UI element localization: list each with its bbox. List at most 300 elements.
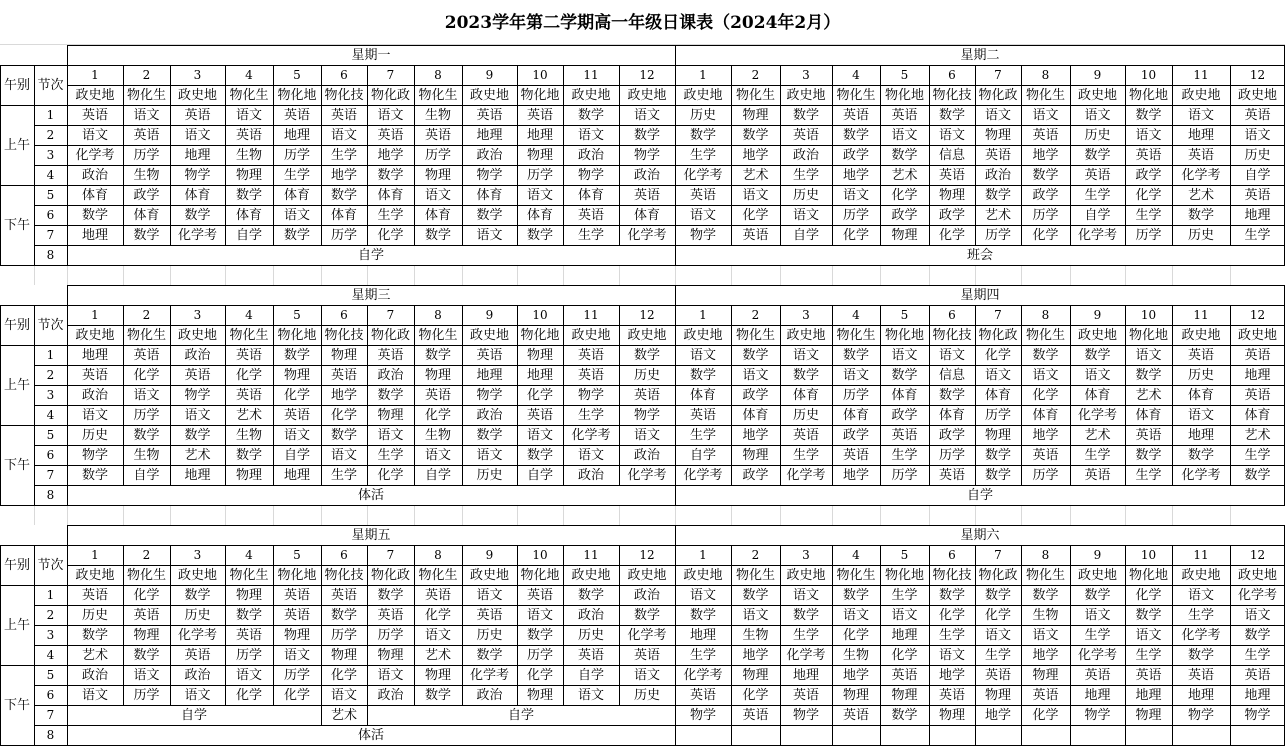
class-number: 10	[532, 68, 548, 82]
lesson-cell: 物学	[577, 167, 604, 183]
lesson-cell: 英语	[235, 347, 262, 363]
spreadsheet-gridline	[619, 505, 620, 525]
grid-line	[34, 245, 1285, 246]
lesson-cell: 化学	[133, 367, 160, 383]
class-type: 物化地	[1128, 567, 1168, 583]
class-type: 物化技	[324, 327, 364, 343]
grid-line	[731, 305, 732, 485]
lesson-cell: 数学	[377, 587, 404, 603]
class-type: 政史地	[1077, 567, 1117, 583]
lesson-cell: 历史	[81, 607, 108, 623]
class-number: 5	[293, 308, 301, 322]
lesson-cell: 数学	[1084, 587, 1111, 603]
lesson-cell: 英语	[577, 367, 604, 383]
lesson-cell: 英语	[1084, 167, 1111, 183]
grid-line	[1230, 65, 1231, 245]
class-type: 政史地	[1077, 87, 1117, 103]
class-number: 5	[293, 548, 301, 562]
lesson-cell: 生学	[891, 587, 918, 603]
class-number: 7	[994, 548, 1002, 562]
class-type: 物化地	[277, 567, 317, 583]
class-type: 政史地	[1181, 87, 1221, 103]
spreadsheet-gridline	[414, 265, 415, 285]
lesson-cell: 生学	[1244, 447, 1271, 463]
class-type: 政史地	[683, 87, 723, 103]
lesson-cell: 生物	[133, 447, 160, 463]
lesson-cell: 体育	[235, 207, 262, 223]
lesson-cell: 体育	[184, 187, 211, 203]
class-type: 物化地	[884, 327, 924, 343]
lesson-cell: 物理	[938, 187, 965, 203]
lesson-cell: 历史	[792, 187, 819, 203]
lesson-cell: 物理	[984, 687, 1011, 703]
lesson-cell: 历学	[1032, 467, 1059, 483]
spreadsheet-gridline	[414, 505, 415, 525]
period-group-header: 午别	[3, 557, 30, 573]
lesson-cell: 语文	[330, 447, 357, 463]
class-number: 6	[948, 68, 956, 82]
class-number: 3	[802, 308, 810, 322]
class-number: 10	[532, 308, 548, 322]
lesson-cell: 化学考	[571, 427, 611, 443]
grid-line	[34, 685, 1285, 686]
lesson-cell: 语文	[792, 587, 819, 603]
lesson-cell: 体育	[792, 387, 819, 403]
class-number: 2	[142, 68, 151, 82]
lesson-cell: 英语	[1084, 467, 1111, 483]
lesson-cell: 英语	[633, 647, 660, 663]
grid-line	[1230, 305, 1231, 485]
class-type: 物化生	[1025, 327, 1065, 343]
class-number: 4	[852, 548, 860, 562]
lesson-cell: 物学	[689, 707, 716, 723]
lesson-cell: 生物	[235, 427, 262, 443]
class-number: 9	[1093, 548, 1102, 562]
class-number: 11	[1193, 548, 1209, 562]
class-type: 物化生	[735, 327, 775, 343]
class-type: 物化生	[418, 567, 458, 583]
lesson-cell: 英语	[1084, 667, 1111, 683]
grid-line	[1070, 65, 1071, 245]
lesson-cell: 物理	[984, 427, 1011, 443]
lesson-cell: 数学	[424, 687, 451, 703]
lesson-cell: 语文	[1032, 107, 1059, 123]
class-number: 10	[1140, 68, 1157, 82]
lesson-cell: 化学考	[786, 467, 826, 483]
lesson-cell: 物学	[577, 387, 604, 403]
grid-line	[34, 205, 1285, 206]
lesson-cell: 历学	[891, 467, 918, 483]
grid-line	[1021, 305, 1022, 485]
grid-line	[832, 545, 833, 745]
lesson-cell: 化学	[133, 587, 160, 603]
grid-line	[34, 625, 1285, 626]
lesson-cell: 英语	[235, 627, 262, 643]
grid-line	[225, 545, 226, 705]
lesson-cell: 语文	[577, 447, 604, 463]
lesson-cell: 英语	[633, 387, 660, 403]
lesson-cell: 历学	[984, 227, 1011, 243]
class-number: 4	[245, 68, 253, 82]
lesson-cell: 生学	[330, 147, 357, 163]
lesson-cell: 数学	[330, 607, 357, 623]
lesson-cell: 语文	[1244, 127, 1271, 143]
grid-line	[34, 145, 1285, 146]
lesson-cell: 政治	[184, 347, 211, 363]
class-type: 物化地	[520, 87, 560, 103]
grid-line	[832, 305, 833, 485]
class-type: 政史地	[469, 567, 509, 583]
grid-line	[0, 65, 1, 265]
class-number: 2	[142, 308, 151, 322]
lesson-cell: 历学	[1135, 227, 1162, 243]
lesson-cell: 生学	[689, 427, 716, 443]
class-number: 1	[699, 548, 707, 562]
lesson-cell: 地理	[1187, 687, 1214, 703]
lesson-cell: 历史	[476, 467, 503, 483]
lesson-cell: 地学	[842, 667, 869, 683]
lesson-cell: 生学	[792, 627, 819, 643]
lesson-cell: 体育	[689, 387, 716, 403]
lesson-cell: 地学	[842, 467, 869, 483]
grid-line	[34, 545, 35, 745]
lesson-cell: 语文	[689, 347, 716, 363]
lesson-cell: 地理	[184, 467, 211, 483]
lesson-cell: 化学	[1135, 187, 1162, 203]
class-type: 政史地	[75, 87, 115, 103]
lesson-cell: 艺术	[81, 647, 108, 663]
class-number: 3	[193, 308, 202, 322]
class-number: 11	[583, 548, 599, 562]
period-number: 1	[46, 588, 55, 602]
lesson-cell: 艺术	[1244, 427, 1271, 443]
lesson-cell: 数学	[330, 427, 357, 443]
lesson-cell: 英语	[476, 347, 503, 363]
grid-line	[619, 65, 620, 245]
lesson-cell: 政学	[1032, 187, 1059, 203]
class-type: 政史地	[75, 567, 115, 583]
lesson-cell: 体育	[1032, 407, 1059, 423]
lesson-cell: 语文	[1187, 587, 1214, 603]
lesson-cell: 英语	[377, 347, 404, 363]
lesson-cell: 历学	[283, 667, 310, 683]
lesson-cell: 地学	[742, 427, 769, 443]
lesson-cell: 英语	[377, 607, 404, 623]
lesson-cell: 语文	[330, 127, 357, 143]
lesson-cell: 语文	[377, 667, 404, 683]
lesson-cell: 数学	[424, 347, 451, 363]
lesson-cell: 语文	[526, 427, 553, 443]
grid-line	[0, 345, 1285, 346]
lesson-cell: 英语	[81, 367, 108, 383]
lesson-cell: 英语	[891, 427, 918, 443]
grid-line	[0, 65, 1285, 66]
grid-line	[462, 545, 463, 705]
lesson-cell: 语文	[577, 687, 604, 703]
lesson-cell: 艺术	[1187, 187, 1214, 203]
lesson-cell: 化学考	[683, 667, 723, 683]
lesson-cell: 语文	[633, 427, 660, 443]
grid-line	[731, 65, 732, 245]
lesson-cell: 物理	[526, 147, 553, 163]
lesson-cell: 体育	[577, 187, 604, 203]
lesson-cell: 英语	[792, 687, 819, 703]
class-number: 7	[386, 308, 395, 322]
grid-line	[67, 45, 68, 265]
lesson-cell: 英语	[689, 187, 716, 203]
lesson-cell: 化学考	[627, 627, 667, 643]
lesson-cell: 数学	[1032, 347, 1059, 363]
class-number: 4	[852, 308, 860, 322]
lesson-cell: 物理	[938, 707, 965, 723]
lesson-cell: 生物	[235, 147, 262, 163]
merged-activity: 自学	[180, 707, 207, 723]
lesson-cell: 语文	[81, 127, 108, 143]
pm-label: 下午	[3, 457, 30, 473]
period-number: 2	[46, 368, 55, 382]
lesson-cell: 历学	[377, 627, 404, 643]
lesson-cell: 化学考	[1181, 167, 1221, 183]
lesson-cell: 数学	[633, 607, 660, 623]
lesson-cell: 英语	[1032, 447, 1059, 463]
lesson-cell: 地理	[1244, 367, 1271, 383]
class-number: 6	[340, 68, 348, 82]
lesson-cell: 英语	[742, 707, 769, 723]
lesson-cell: 政治	[377, 687, 404, 703]
lesson-cell: 语文	[377, 427, 404, 443]
lesson-cell: 物学	[633, 147, 660, 163]
class-type: 物化生	[126, 87, 166, 103]
lesson-cell: 语文	[1084, 607, 1111, 623]
spreadsheet-gridline	[225, 265, 226, 285]
lesson-cell: 化学	[526, 667, 553, 683]
lesson-cell: 英语	[1135, 147, 1162, 163]
class-type: 物化生	[735, 87, 775, 103]
class-number: 10	[1140, 308, 1157, 322]
spreadsheet-gridline	[1125, 505, 1126, 525]
class-type: 政史地	[469, 87, 509, 103]
grid-line	[34, 465, 1285, 466]
lesson-cell: 生学	[377, 207, 404, 223]
spreadsheet-gridline	[675, 505, 676, 525]
lesson-cell: 数学	[1084, 347, 1111, 363]
lesson-cell: 英语	[81, 107, 108, 123]
lesson-cell: 数学	[1032, 167, 1059, 183]
lesson-cell: 语文	[633, 667, 660, 683]
grid-line	[517, 305, 518, 485]
lesson-cell: 历学	[133, 147, 160, 163]
lesson-cell: 物理	[235, 587, 262, 603]
lesson-cell: 语文	[1084, 367, 1111, 383]
lesson-cell: 历史	[633, 687, 660, 703]
period-number: 4	[46, 648, 55, 662]
grid-line	[0, 545, 1285, 546]
class-type: 物化生	[735, 567, 775, 583]
lesson-cell: 语文	[938, 127, 965, 143]
lesson-cell: 地理	[476, 367, 503, 383]
lesson-cell: 语文	[984, 367, 1011, 383]
lesson-cell: 地理	[476, 127, 503, 143]
lesson-cell: 历史	[1084, 127, 1111, 143]
class-number: 12	[639, 68, 655, 82]
lesson-cell: 化学	[938, 227, 965, 243]
lesson-cell: 艺术	[891, 167, 918, 183]
grid-line	[414, 305, 415, 485]
lesson-cell: 物理	[424, 167, 451, 183]
lesson-cell: 历学	[984, 407, 1011, 423]
day-header: 星期三	[351, 287, 391, 303]
lesson-cell: 化学	[938, 607, 965, 623]
lesson-cell: 语文	[1135, 627, 1162, 643]
lesson-cell: 语文	[476, 447, 503, 463]
lesson-cell: 语文	[1032, 627, 1059, 643]
lesson-cell: 地理	[283, 127, 310, 143]
lesson-cell: 物学	[476, 387, 503, 403]
lesson-cell: 语文	[133, 107, 160, 123]
spreadsheet-gridline	[321, 265, 322, 285]
class-number: 5	[293, 68, 301, 82]
lesson-cell: 地学	[1032, 427, 1059, 443]
lesson-cell: 地理	[1084, 687, 1111, 703]
class-type: 物化生	[1025, 87, 1065, 103]
lesson-cell: 历史	[633, 367, 660, 383]
lesson-cell: 体育	[330, 207, 357, 223]
lesson-cell: 政治	[633, 167, 660, 183]
lesson-cell: 地理	[184, 147, 211, 163]
lesson-cell: 语文	[1135, 347, 1162, 363]
class-type: 政史地	[683, 567, 723, 583]
lesson-cell: 地理	[689, 627, 716, 643]
lesson-cell: 信息	[938, 367, 965, 383]
day-header: 星期四	[960, 287, 1000, 303]
lesson-cell: 数学	[984, 187, 1011, 203]
grid-line	[675, 525, 676, 745]
grid-line	[1021, 545, 1022, 745]
class-type: 政史地	[177, 567, 217, 583]
class-number: 12	[1249, 308, 1266, 322]
lesson-cell: 数学	[1244, 467, 1271, 483]
lesson-cell: 地学	[742, 147, 769, 163]
lesson-cell: 数学	[1135, 107, 1162, 123]
lesson-cell: 英语	[1032, 127, 1059, 143]
merged-activity: 班会	[966, 247, 993, 263]
lesson-cell: 化学	[1032, 707, 1059, 723]
lesson-cell: 政治	[577, 467, 604, 483]
lesson-cell: 数学	[526, 227, 553, 243]
lesson-cell: 语文	[1244, 607, 1271, 623]
grid-line	[517, 545, 518, 705]
grid-line	[975, 65, 976, 245]
lesson-cell: 数学	[842, 127, 869, 143]
lesson-cell: 英语	[742, 227, 769, 243]
lesson-cell: 数学	[377, 387, 404, 403]
lesson-cell: 政学	[133, 187, 160, 203]
lesson-cell: 英语	[938, 467, 965, 483]
lesson-cell: 地理	[526, 127, 553, 143]
lesson-cell: 信息	[938, 147, 965, 163]
lesson-cell: 生学	[577, 407, 604, 423]
lesson-cell: 数学	[133, 227, 160, 243]
lesson-cell: 物理	[742, 107, 769, 123]
class-number: 10	[1140, 548, 1157, 562]
class-type: 政史地	[1237, 567, 1277, 583]
lesson-cell: 物理	[424, 667, 451, 683]
lesson-cell: 英语	[476, 107, 503, 123]
lesson-cell: 英语	[842, 707, 869, 723]
lesson-cell: 数学	[633, 127, 660, 143]
class-type: 物化生	[418, 327, 458, 343]
lesson-cell: 地理	[526, 367, 553, 383]
lesson-cell: 物理	[330, 347, 357, 363]
lesson-cell: 体育	[891, 387, 918, 403]
spreadsheet-gridline	[780, 505, 781, 525]
lesson-cell: 物理	[283, 627, 310, 643]
lesson-cell: 语文	[938, 347, 965, 363]
lesson-cell: 数学	[235, 447, 262, 463]
spreadsheet-gridline	[731, 505, 732, 525]
am-label: 上午	[3, 617, 30, 633]
lesson-cell: 艺术	[1135, 387, 1162, 403]
lesson-cell: 物学	[633, 407, 660, 423]
lesson-cell: 政学	[891, 207, 918, 223]
lesson-cell: 语文	[377, 107, 404, 123]
lesson-cell: 政治	[81, 167, 108, 183]
lesson-cell: 化学	[1032, 227, 1059, 243]
lesson-cell: 化学考	[75, 147, 115, 163]
grid-line	[170, 305, 171, 485]
grid-line	[170, 545, 171, 705]
lesson-cell: 体育	[1084, 387, 1111, 403]
class-type: 物化生	[836, 327, 876, 343]
lesson-cell: 历学	[842, 207, 869, 223]
lesson-cell: 化学	[742, 687, 769, 703]
grid-line	[1070, 545, 1071, 745]
class-type: 物化政	[978, 567, 1018, 583]
class-type: 物化地	[1128, 327, 1168, 343]
lesson-cell: 数学	[184, 207, 211, 223]
merged-activity: 体活	[357, 727, 384, 743]
grid-line	[367, 65, 368, 245]
grid-line	[367, 545, 368, 705]
grid-line	[34, 305, 35, 505]
lesson-cell: 地学	[742, 647, 769, 663]
grid-line	[563, 545, 564, 705]
grid-line	[880, 545, 881, 745]
grid-line	[462, 305, 463, 485]
lesson-cell: 历史	[476, 627, 503, 643]
lesson-cell: 语文	[1187, 107, 1214, 123]
class-type: 政史地	[1237, 87, 1277, 103]
lesson-cell: 英语	[1032, 687, 1059, 703]
lesson-cell: 生学	[1187, 607, 1214, 623]
grid-line	[273, 545, 274, 705]
lesson-cell: 体育	[842, 407, 869, 423]
lesson-cell: 化学考	[1077, 647, 1117, 663]
lesson-cell: 数学	[330, 187, 357, 203]
spreadsheet-gridline	[273, 505, 274, 525]
lesson-cell: 数学	[133, 427, 160, 443]
lesson-cell: 英语	[184, 107, 211, 123]
grid-line	[929, 65, 930, 245]
lesson-cell: 英语	[1187, 347, 1214, 363]
spreadsheet-gridline	[731, 265, 732, 285]
lesson-cell: 语文	[891, 347, 918, 363]
lesson-cell: 语文	[984, 627, 1011, 643]
class-number: 6	[948, 548, 956, 562]
grid-line	[975, 305, 976, 485]
period-number: 8	[46, 248, 55, 262]
lesson-cell: 英语	[891, 667, 918, 683]
